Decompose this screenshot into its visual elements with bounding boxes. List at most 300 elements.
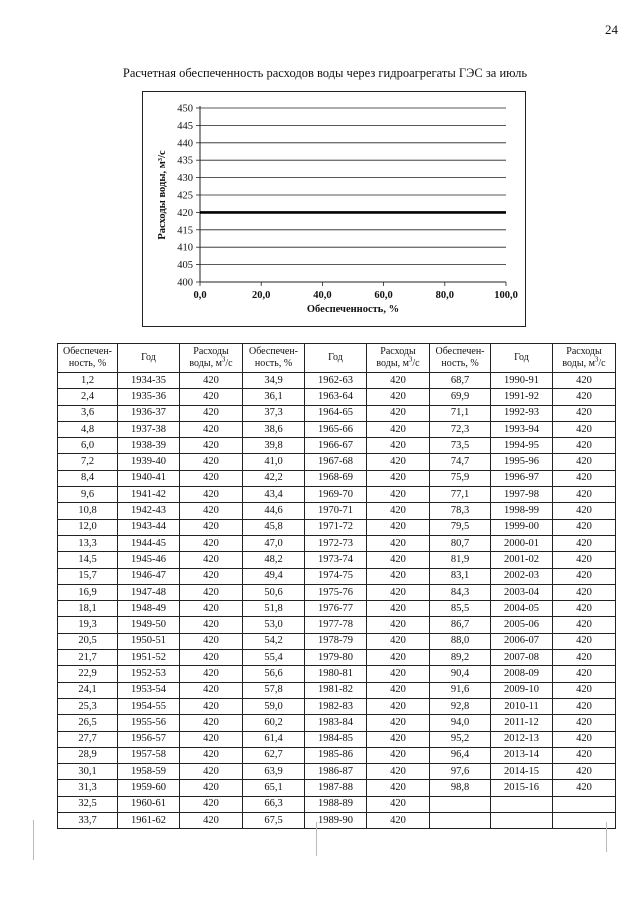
table-cell: 420 xyxy=(180,454,243,470)
column-header-label: Год xyxy=(328,352,343,363)
table-cell: 72,3 xyxy=(430,421,491,437)
table-cell: 1949-50 xyxy=(118,617,180,633)
table-cell: 420 xyxy=(553,389,616,405)
table-cell: 420 xyxy=(180,731,243,747)
table-row xyxy=(58,617,616,633)
table-cell: 42,2 xyxy=(243,470,305,486)
unit-superscript: 3 xyxy=(221,355,226,364)
table-row xyxy=(58,780,616,796)
table-cell: 420 xyxy=(180,405,243,421)
table-cell: 1944-45 xyxy=(118,535,180,551)
table-cell: 16,9 xyxy=(58,584,118,600)
table-cell: 96,4 xyxy=(430,747,491,763)
table-cell: 21,7 xyxy=(58,650,118,666)
y-axis-label: Расходы воды, м³/с xyxy=(157,150,168,240)
table-cell: 27,7 xyxy=(58,731,118,747)
table-cell xyxy=(430,813,491,829)
table-cell: 420 xyxy=(553,519,616,535)
x-tick-label: 60,0 xyxy=(374,290,393,301)
table-cell: 420 xyxy=(180,764,243,780)
table-cell: 63,9 xyxy=(243,764,305,780)
table-cell: 26,5 xyxy=(58,715,118,731)
column-header xyxy=(118,344,180,373)
table-cell: 28,9 xyxy=(58,747,118,763)
table-cell: 2005-06 xyxy=(491,617,553,633)
table-cell: 420 xyxy=(553,421,616,437)
table-cell: 420 xyxy=(180,438,243,454)
table-cell: 54,2 xyxy=(243,633,305,649)
table-cell: 1955-56 xyxy=(118,715,180,731)
table-cell: 420 xyxy=(180,715,243,731)
table-cell: 420 xyxy=(180,617,243,633)
table-cell: 420 xyxy=(553,454,616,470)
table-row xyxy=(58,796,616,812)
table-cell: 1938-39 xyxy=(118,438,180,454)
table-cell: 19,3 xyxy=(58,617,118,633)
table-cell: 57,8 xyxy=(243,682,305,698)
table-cell: 420 xyxy=(180,389,243,405)
table-cell: 420 xyxy=(180,552,243,568)
table-cell: 49,4 xyxy=(243,568,305,584)
table-cell: 420 xyxy=(553,666,616,682)
table-cell: 420 xyxy=(367,584,430,600)
table-cell: 420 xyxy=(367,454,430,470)
table-cell: 1967-68 xyxy=(305,454,367,470)
table-cell: 420 xyxy=(553,568,616,584)
column-header-unit xyxy=(180,355,242,370)
table-cell: 94,0 xyxy=(430,715,491,731)
table-cell xyxy=(553,796,616,812)
table-cell: 2006-07 xyxy=(491,633,553,649)
table-cell: 2,4 xyxy=(58,389,118,405)
table-cell: 66,3 xyxy=(243,796,305,812)
table-cell: 420 xyxy=(367,796,430,812)
table-cell: 65,1 xyxy=(243,780,305,796)
table-header-row xyxy=(58,344,616,373)
table-cell: 1987-88 xyxy=(305,780,367,796)
column-header xyxy=(243,344,305,373)
table-cell: 1952-53 xyxy=(118,666,180,682)
table-cell: 1939-40 xyxy=(118,454,180,470)
table-row xyxy=(58,503,616,519)
table-cell: 420 xyxy=(553,747,616,763)
table-cell: 420 xyxy=(367,503,430,519)
table-cell: 420 xyxy=(180,535,243,551)
table-cell: 31,3 xyxy=(58,780,118,796)
table-cell: 1974-75 xyxy=(305,568,367,584)
unit-text: воды, м xyxy=(562,358,595,369)
column-header xyxy=(367,344,430,373)
table-cell: 420 xyxy=(180,421,243,437)
table-cell: 420 xyxy=(367,747,430,763)
table-cell: 83,1 xyxy=(430,568,491,584)
table-cell: 420 xyxy=(180,568,243,584)
table-cell: 75,9 xyxy=(430,470,491,486)
table-cell: 80,7 xyxy=(430,535,491,551)
table-cell: 420 xyxy=(180,470,243,486)
table-cell: 25,3 xyxy=(58,698,118,714)
table-cell: 1993-94 xyxy=(491,421,553,437)
table-cell: 91,6 xyxy=(430,682,491,698)
table-cell: 7,2 xyxy=(58,454,118,470)
table-cell: 1968-69 xyxy=(305,470,367,486)
column-header-label: ность, % xyxy=(68,358,107,369)
table-cell: 2008-09 xyxy=(491,666,553,682)
table-cell: 420 xyxy=(553,715,616,731)
table-cell: 1972-73 xyxy=(305,535,367,551)
table-cell: 1963-64 xyxy=(305,389,367,405)
column-header-label: Расходы xyxy=(566,346,602,357)
table-cell: 420 xyxy=(180,780,243,796)
table-cell: 2012-13 xyxy=(491,731,553,747)
table-cell: 1965-66 xyxy=(305,421,367,437)
table-cell: 420 xyxy=(367,698,430,714)
table-cell: 1962-63 xyxy=(305,373,367,389)
table-cell: 2013-14 xyxy=(491,747,553,763)
table-row xyxy=(58,715,616,731)
x-tick-label: 20,0 xyxy=(252,290,271,301)
table-cell: 420 xyxy=(553,503,616,519)
table-cell: 1975-76 xyxy=(305,584,367,600)
table-cell: 420 xyxy=(180,666,243,682)
table-cell: 420 xyxy=(367,405,430,421)
table-row xyxy=(58,584,616,600)
y-tick-label: 425 xyxy=(177,190,193,202)
table-cell: 1992-93 xyxy=(491,405,553,421)
table-cell: 60,2 xyxy=(243,715,305,731)
table-cell: 420 xyxy=(180,650,243,666)
table-cell: 420 xyxy=(180,682,243,698)
table-cell: 1942-43 xyxy=(118,503,180,519)
table-row xyxy=(58,487,616,503)
column-header-label: Расходы xyxy=(380,346,416,357)
table-cell: 9,6 xyxy=(58,487,118,503)
scan-artifact xyxy=(606,822,607,852)
table-cell: 37,3 xyxy=(243,405,305,421)
table-row xyxy=(58,421,616,437)
column-header xyxy=(491,344,553,373)
scan-artifact xyxy=(33,820,34,860)
x-tick-label: 100,0 xyxy=(494,290,518,301)
x-tick-label: 0,0 xyxy=(193,290,207,301)
table-cell: 39,8 xyxy=(243,438,305,454)
table-cell: 420 xyxy=(367,780,430,796)
table-cell: 420 xyxy=(367,421,430,437)
table-cell: 420 xyxy=(180,503,243,519)
table-cell: 88,0 xyxy=(430,633,491,649)
table-cell: 420 xyxy=(553,682,616,698)
table-cell: 1999-00 xyxy=(491,519,553,535)
table-cell: 2014-15 xyxy=(491,764,553,780)
unit-text: /с xyxy=(412,358,420,369)
y-tick-label: 415 xyxy=(177,225,193,237)
y-tick-label: 430 xyxy=(177,173,193,185)
table-row xyxy=(58,405,616,421)
table-cell: 420 xyxy=(553,535,616,551)
table-cell: 61,4 xyxy=(243,731,305,747)
unit-text: /с xyxy=(598,358,606,369)
table-cell: 33,7 xyxy=(58,813,118,829)
table-row xyxy=(58,519,616,535)
unit-superscript: 3 xyxy=(408,355,413,364)
table-cell: 1989-90 xyxy=(305,813,367,829)
table-cell: 32,5 xyxy=(58,796,118,812)
table-cell: 95,2 xyxy=(430,731,491,747)
table-cell: 55,4 xyxy=(243,650,305,666)
table-cell: 1984-85 xyxy=(305,731,367,747)
table-cell: 1964-65 xyxy=(305,405,367,421)
table-cell: 420 xyxy=(180,601,243,617)
table-cell: 1951-52 xyxy=(118,650,180,666)
y-tick-label: 450 xyxy=(177,103,193,115)
table-cell: 1973-74 xyxy=(305,552,367,568)
table-cell: 1985-86 xyxy=(305,747,367,763)
table-row xyxy=(58,698,616,714)
table-cell: 92,8 xyxy=(430,698,491,714)
table-cell: 12,0 xyxy=(58,519,118,535)
table-cell: 1941-42 xyxy=(118,487,180,503)
table-cell: 1940-41 xyxy=(118,470,180,486)
column-header-label: Обеспечен- xyxy=(435,346,485,357)
table-cell: 59,0 xyxy=(243,698,305,714)
y-tick-label: 420 xyxy=(177,207,193,219)
table-row xyxy=(58,535,616,551)
table-cell: 71,1 xyxy=(430,405,491,421)
table-cell: 1937-38 xyxy=(118,421,180,437)
page-number: 24 xyxy=(605,22,618,37)
y-tick-label: 405 xyxy=(177,260,193,272)
table-cell: 2009-10 xyxy=(491,682,553,698)
table-cell: 14,5 xyxy=(58,552,118,568)
table-cell: 1943-44 xyxy=(118,519,180,535)
table-cell: 1950-51 xyxy=(118,633,180,649)
table-cell: 8,4 xyxy=(58,470,118,486)
table-cell: 420 xyxy=(367,568,430,584)
table-cell: 420 xyxy=(553,438,616,454)
y-tick-label: 445 xyxy=(177,120,193,132)
table-cell: 1948-49 xyxy=(118,601,180,617)
table-cell: 38,6 xyxy=(243,421,305,437)
table-cell: 24,1 xyxy=(58,682,118,698)
table-cell: 90,4 xyxy=(430,666,491,682)
table-cell: 1990-91 xyxy=(491,373,553,389)
table-cell: 420 xyxy=(367,552,430,568)
table-cell: 420 xyxy=(367,601,430,617)
x-axis-label: Обеспеченность, % xyxy=(306,304,400,315)
table-cell: 420 xyxy=(367,617,430,633)
table-cell: 420 xyxy=(367,682,430,698)
table-cell: 1966-67 xyxy=(305,438,367,454)
table-cell: 2004-05 xyxy=(491,601,553,617)
table-cell: 2003-04 xyxy=(491,584,553,600)
table-cell: 97,6 xyxy=(430,764,491,780)
table-row xyxy=(58,552,616,568)
table-cell: 67,5 xyxy=(243,813,305,829)
table-cell: 48,2 xyxy=(243,552,305,568)
table-cell: 30,1 xyxy=(58,764,118,780)
table-cell: 2015-16 xyxy=(491,780,553,796)
table-cell: 420 xyxy=(553,405,616,421)
table-row xyxy=(58,633,616,649)
table-cell: 1970-71 xyxy=(305,503,367,519)
unit-superscript: 3 xyxy=(594,355,599,364)
chart-title: Расчетная обеспеченность расходов воды через гидроагрегаты ГЭС за июль xyxy=(122,66,528,80)
table-cell: 420 xyxy=(367,389,430,405)
table-cell: 420 xyxy=(367,487,430,503)
table-row xyxy=(58,373,616,389)
table-cell: 420 xyxy=(367,438,430,454)
column-header xyxy=(58,344,118,373)
table-cell: 420 xyxy=(553,764,616,780)
table-cell: 1986-87 xyxy=(305,764,367,780)
table-cell: 3,6 xyxy=(58,405,118,421)
table-cell: 420 xyxy=(367,813,430,829)
table-cell: 81,9 xyxy=(430,552,491,568)
table-cell: 4,8 xyxy=(58,421,118,437)
table-cell: 420 xyxy=(367,519,430,535)
table-cell: 1976-77 xyxy=(305,601,367,617)
table-cell: 420 xyxy=(553,633,616,649)
table-cell: 420 xyxy=(367,731,430,747)
table-row xyxy=(58,747,616,763)
table-cell: 68,7 xyxy=(430,373,491,389)
chart-container xyxy=(142,91,526,327)
table-cell: 1981-82 xyxy=(305,682,367,698)
table-cell: 1934-35 xyxy=(118,373,180,389)
table-cell: 47,0 xyxy=(243,535,305,551)
table-cell: 73,5 xyxy=(430,438,491,454)
table-cell: 420 xyxy=(180,633,243,649)
table-row xyxy=(58,389,616,405)
table-row xyxy=(58,438,616,454)
table-cell: 74,7 xyxy=(430,454,491,470)
table-cell: 1945-46 xyxy=(118,552,180,568)
table-cell: 78,3 xyxy=(430,503,491,519)
table-cell: 1977-78 xyxy=(305,617,367,633)
table-cell: 420 xyxy=(367,764,430,780)
table-cell: 18,1 xyxy=(58,601,118,617)
table-cell: 1956-57 xyxy=(118,731,180,747)
table-cell: 34,9 xyxy=(243,373,305,389)
table-cell: 1958-59 xyxy=(118,764,180,780)
table-cell: 2001-02 xyxy=(491,552,553,568)
table-cell: 420 xyxy=(180,373,243,389)
table-cell: 77,1 xyxy=(430,487,491,503)
table-cell: 420 xyxy=(553,698,616,714)
table-cell: 420 xyxy=(180,747,243,763)
table-cell: 420 xyxy=(367,666,430,682)
x-tick-label: 80,0 xyxy=(435,290,454,301)
table-cell: 420 xyxy=(367,715,430,731)
table-cell: 1997-98 xyxy=(491,487,553,503)
table-cell: 1,2 xyxy=(58,373,118,389)
table-cell: 53,0 xyxy=(243,617,305,633)
table-cell: 1936-37 xyxy=(118,405,180,421)
table-cell: 84,3 xyxy=(430,584,491,600)
table-cell: 420 xyxy=(367,650,430,666)
table-row xyxy=(58,813,616,829)
table-row xyxy=(58,454,616,470)
table-cell: 420 xyxy=(553,601,616,617)
column-header-label: Год xyxy=(514,352,529,363)
unit-text: воды, м xyxy=(189,358,222,369)
table-cell: 1983-84 xyxy=(305,715,367,731)
column-header-label: Год xyxy=(141,352,156,363)
table-cell: 1946-47 xyxy=(118,568,180,584)
table-row xyxy=(58,568,616,584)
column-header-unit xyxy=(367,355,429,370)
column-header-label: ность, % xyxy=(254,358,293,369)
y-tick-label: 440 xyxy=(177,138,193,150)
table-cell: 1960-61 xyxy=(118,796,180,812)
table-cell: 86,7 xyxy=(430,617,491,633)
table-cell: 1969-70 xyxy=(305,487,367,503)
table-cell: 79,5 xyxy=(430,519,491,535)
table-cell: 420 xyxy=(367,373,430,389)
table-cell: 56,6 xyxy=(243,666,305,682)
table-cell: 43,4 xyxy=(243,487,305,503)
table-cell: 13,3 xyxy=(58,535,118,551)
table-cell: 1947-48 xyxy=(118,584,180,600)
table-cell: 1935-36 xyxy=(118,389,180,405)
table-cell: 1953-54 xyxy=(118,682,180,698)
table-cell: 50,6 xyxy=(243,584,305,600)
column-header-label: Расходы xyxy=(193,346,229,357)
table-cell: 420 xyxy=(553,731,616,747)
table-body xyxy=(58,373,616,829)
table-cell: 1998-99 xyxy=(491,503,553,519)
table-cell: 420 xyxy=(553,373,616,389)
table-cell: 420 xyxy=(367,470,430,486)
table-cell xyxy=(491,813,553,829)
table-cell xyxy=(430,796,491,812)
column-header xyxy=(180,344,243,373)
table-cell: 420 xyxy=(553,650,616,666)
column-header xyxy=(430,344,491,373)
column-header-label: Обеспечен- xyxy=(63,346,112,357)
table-cell: 420 xyxy=(553,617,616,633)
table-cell: 420 xyxy=(553,552,616,568)
table-cell: 420 xyxy=(553,780,616,796)
table-cell: 1991-92 xyxy=(491,389,553,405)
table-cell: 420 xyxy=(180,698,243,714)
table-cell: 2000-01 xyxy=(491,535,553,551)
table-cell: 20,5 xyxy=(58,633,118,649)
table-cell: 1957-58 xyxy=(118,747,180,763)
table-cell: 1959-60 xyxy=(118,780,180,796)
table-cell: 1996-97 xyxy=(491,470,553,486)
column-header xyxy=(553,344,616,373)
table-cell: 420 xyxy=(180,584,243,600)
table-cell: 420 xyxy=(180,796,243,812)
table-cell: 15,7 xyxy=(58,568,118,584)
table-cell: 420 xyxy=(180,519,243,535)
table-row xyxy=(58,731,616,747)
table-row xyxy=(58,764,616,780)
column-header xyxy=(305,344,367,373)
table-cell: 36,1 xyxy=(243,389,305,405)
column-header-label: Обеспечен- xyxy=(249,346,298,357)
table-cell: 1995-96 xyxy=(491,454,553,470)
table-cell: 6,0 xyxy=(58,438,118,454)
y-tick-label: 435 xyxy=(177,155,193,167)
table-cell: 44,6 xyxy=(243,503,305,519)
column-header-label: ность, % xyxy=(441,358,479,369)
table-cell: 1994-95 xyxy=(491,438,553,454)
table-cell: 62,7 xyxy=(243,747,305,763)
table-cell: 2007-08 xyxy=(491,650,553,666)
table-cell: 1980-81 xyxy=(305,666,367,682)
